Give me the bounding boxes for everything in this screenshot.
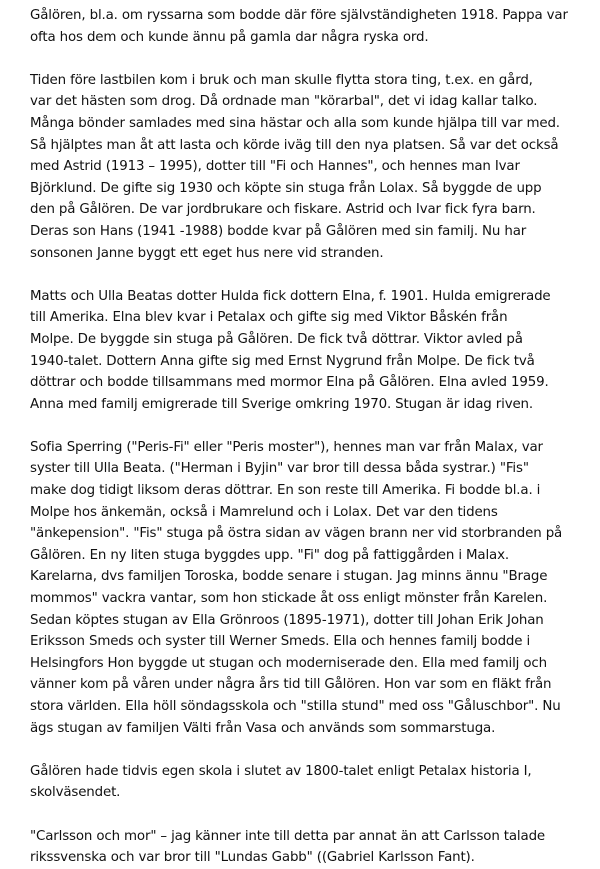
text-line: rikssvenska och var bror till "Lundas Gabb" ((Gabriel Karlsson Fant). <box>30 850 475 866</box>
paragraph-spacer <box>30 739 592 761</box>
text-line: Molpe. De byggde sin stuga på Gålören. De fick två döttrar. Viktor avled på <box>30 331 523 347</box>
text-line: Gålören hade tidvis egen skola i slutet av 1800-talet enligt Petalax historia I, <box>30 763 532 779</box>
text-line: sonsonen Janne byggt ett eget hus nere vid stranden. <box>30 245 384 261</box>
text-line: syster till Ulla Beata. ("Herman i Byjin" var bror till dessa båda systrar.) "Fis" <box>30 461 529 477</box>
paragraph-spacer <box>30 804 592 826</box>
text-line: Helsingfors Hon byggde ut stugan och moderniserade den. Ella med familj och <box>30 655 547 671</box>
text-line: Sedan köptes stugan av Ella Grönroos (1895-1971), dotter till Johan Erik Johan <box>30 612 544 628</box>
paragraph <box>30 70 592 264</box>
text-line: mommos" vackra vantar, som hon stickade åt oss enligt mönster från Karelen. <box>30 591 548 607</box>
text-line: Eriksson Smeds och syster till Werner Smeds. Ella och hennes familj bodde i <box>30 634 531 650</box>
text-line: den på Gålören. De var jordbrukare och fiskare. Astrid och Ivar fick fyra barn. <box>30 202 536 218</box>
text-line: "Carlsson och mor" – jag känner inte till detta par annat än att Carlsson talade <box>30 828 546 844</box>
text-line: Molpe hos änkemän, också i Mamrelund och i Lolax. Det var den tidens <box>30 504 498 520</box>
paragraph <box>30 826 592 869</box>
paragraph-spacer <box>30 415 592 437</box>
text-line: Karelarna, dvs familjen Toroska, bodde senare i stugan. Jag minns ännu "Brage <box>30 569 548 585</box>
text-line: Gålören, bl.a. om ryssarna som bodde där före självständigheten 1918. Pappa var <box>30 8 568 23</box>
paragraph <box>30 286 592 416</box>
text-line: stora världen. Ella höll söndagsskola och "stilla stund" med oss "Gåluschbor". Nu <box>30 699 561 714</box>
paragraph <box>30 5 592 48</box>
text-line: Deras son Hans (1941 -1988) bodde kvar på Gålören med sin familj. Nu har <box>30 223 527 239</box>
text-line: vänner kom på våren under några års tid till Gålören. Hon var som en fläkt från <box>30 677 552 693</box>
text-line: Så hjälptes man åt att lasta och körde iväg till den nya platsen. Så var det också <box>30 137 559 153</box>
paragraph-spacer <box>30 48 592 70</box>
text-line: 1940-talet. Dottern Anna gifte sig med Ernst Nygrund från Molpe. De fick två <box>30 353 535 369</box>
text-line: Matts och Ulla Beatas dotter Hulda fick dottern Elna, f. 1901. Hulda emigrerade <box>30 288 551 304</box>
text-line: Gålören. En ny liten stuga byggdes upp. "Fi" dog på fattiggården i Malax. <box>30 547 509 563</box>
text-line: döttrar och bodde tillsammans med mormor Elna på Gålören. Elna avled 1959. <box>30 375 549 391</box>
paragraph <box>30 437 592 739</box>
paragraph <box>30 761 592 804</box>
text-line: ägs stugan av familjen Välti från Vasa och används som sommarstuga. <box>30 720 496 736</box>
text-line: Många bönder samlades med sina hästar och alla som kunde hjälpa till var med. <box>30 115 560 131</box>
text-line: med Astrid (1913 – 1995), dotter till "Fi och Hannes", och hennes man Ivar <box>30 159 520 175</box>
text-line: till Amerika. Elna blev kvar i Petalax och gifte sig med Viktor Båskén från <box>30 310 508 326</box>
text-line: var det hästen som drog. Då ordnade man "körarbal", det vi idag kallar talko. <box>30 94 538 110</box>
text-line: make dog tidigt liksom deras döttrar. En son reste till Amerika. Fi bodde bl.a. i <box>30 483 541 499</box>
text-line: Sofia Sperring ("Peris-Fi" eller "Peris moster"), hennes man var från Malax, var <box>30 439 543 455</box>
text-line: Björklund. De gifte sig 1930 och köpte sin stuga från Lolax. Så byggde de upp <box>30 180 542 196</box>
text-line: "änkepension". "Fis" stuga på östra sidan av vägen brann ner vid storbranden på <box>30 526 563 542</box>
text-line: ofta hos dem och kunde ännu på gamla dar några ryska ord. <box>30 29 429 45</box>
text-line: Anna med familj emigrerade till Sverige omkring 1970. Stugan är idag riven. <box>30 396 533 412</box>
text-line: skolväsendet. <box>30 785 121 801</box>
text-line: Tiden före lastbilen kom i bruk och man skulle flytta stora ting, t.ex. en gård, <box>30 72 533 88</box>
paragraph-spacer <box>30 264 592 286</box>
